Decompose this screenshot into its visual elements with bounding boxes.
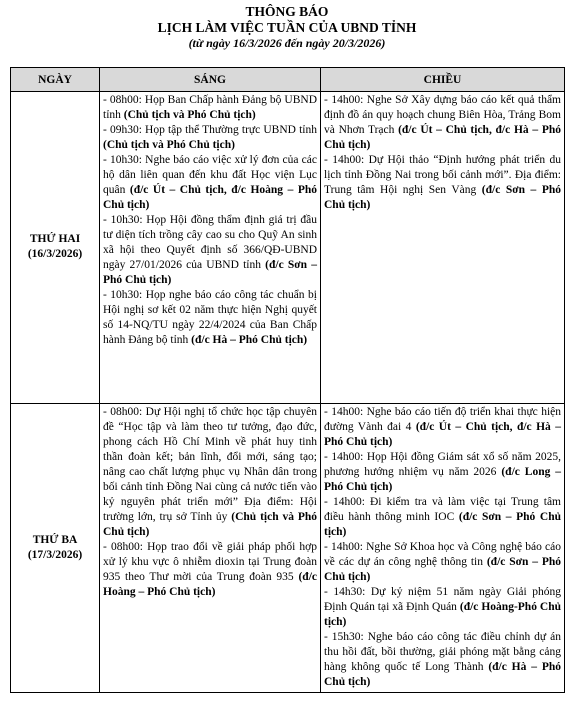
schedule-item xyxy=(324,153,561,213)
schedule-item xyxy=(103,405,317,540)
item-text: - 14h00: Đi kiểm tra và làm việc tại Trung tâm điều hành thông minh IOC xyxy=(324,496,561,523)
item-text: - 14h00: Nghe báo cáo tiến độ triển khai thực hiện đường Vành đai 4 xyxy=(324,406,561,433)
item-attendees: (đ/c Hoàng – Phó Chủ tịch) xyxy=(103,571,317,598)
item-text: - 14h00: Dự Hội thảo “Định hướng phát triển du lịch tỉnh Đồng Nai trong bối cảnh mới”. Địa điểm: Trung tâm Hội nghị Sen Vàng xyxy=(324,154,561,196)
item-attendees: (đ/c Út – Chủ tịch, đ/c Hà – Phó Chủ tịch) xyxy=(324,421,561,448)
day-cell xyxy=(11,404,100,693)
item-text: - 08h00: Họp Ban Chấp hành Đảng bộ UBND tỉnh xyxy=(103,94,317,121)
table-row xyxy=(11,92,565,404)
schedule-item xyxy=(103,288,317,348)
schedule-item xyxy=(324,540,561,585)
date-range: (từ ngày 16/3/2026 đến ngày 20/3/2026) xyxy=(188,36,386,50)
item-text: - 14h00: Nghe Sở Khoa học và Công nghệ báo cáo về các dự án công nghệ thông tin xyxy=(324,541,561,568)
column-header-day: NGÀY xyxy=(11,68,100,92)
item-text: - 08h00: Dự Hội nghị tổ chức học tập chuyên đề “Học tập và làm theo tư tưởng, đạo đức, phong cách Hồ Chí Minh về phát huy tinh thần đoàn kết; bản lĩnh, đổi mới, sáng tạo; nâng cao chất lượng phục vụ Nhân dân trong bối cảnh tỉnh Đồng Nai cùng cả nước tiến vào kỷ nguyên phát triển mới” Địa điểm: Hội trường lớn, trụ sở Tỉnh ủy xyxy=(103,406,317,523)
day-name: THỨ HAI xyxy=(29,233,81,245)
item-text: - 14h00: Nghe Sở Xây dựng báo cáo kết quả thẩm định đồ án quy hoạch chung Biên Hòa, Trảng Bom và Nhơn Trạch xyxy=(324,94,561,136)
schedule-table xyxy=(10,67,565,693)
item-attendees: (đ/c Hà – Phó Chủ tịch) xyxy=(191,334,308,346)
item-text: - 10h30: Họp nghe báo cáo công tác chuẩn bị Hội nghị sơ kết 02 năm thực hiện Nghị quyết số 14-NQ/TU ngày 22/4/2024 của Ban Chấp hành Đảng bộ tỉnh xyxy=(103,289,317,346)
item-attendees: (Chủ tịch và Phó Chủ tịch) xyxy=(123,109,256,121)
item-text: - 14h00: Họp Hội đồng Giám sát xổ số năm 2025, phương hướng nhiệm vụ năm 2026 xyxy=(324,451,561,478)
item-text: - 10h30: Nghe báo cáo việc xử lý đơn của các hộ dân liên quan đến khu đất Học viện Lục quân xyxy=(103,154,317,196)
schedule-item xyxy=(103,153,317,213)
schedule-item xyxy=(324,405,561,450)
schedule-item xyxy=(324,630,561,690)
column-header-morning: SÁNG xyxy=(100,68,321,92)
schedule-item xyxy=(103,93,317,123)
schedule-item xyxy=(103,213,317,288)
item-attendees: (Chủ tịch và Phó Chủ tịch) xyxy=(103,139,235,151)
schedule-item xyxy=(103,540,317,600)
item-text: - 14h30: Dự kỷ niệm 51 năm ngày Giải phóng Định Quán tại xã Định Quán xyxy=(324,586,561,613)
table-header-row xyxy=(11,68,565,92)
schedule-item xyxy=(324,495,561,540)
day-date: (17/3/2026) xyxy=(27,548,83,561)
afternoon-cell xyxy=(321,404,565,693)
schedule-item xyxy=(324,450,561,495)
item-text: - 10h30: Họp Hội đồng thẩm định giá trị đầu tư diện tích trồng cây cao su cho Quỹ An sinh xã hội theo Quyết định số 366/QĐ-UBND ngày 27/01/2026 của UBND tỉnh xyxy=(103,214,317,271)
item-attendees: (Chủ tịch và Phó Chủ tịch) xyxy=(103,511,317,538)
schedule-item xyxy=(324,93,561,153)
item-attendees: (đ/c Út – Chủ tịch, đ/c Hà – Phó Chủ tịch) xyxy=(324,124,561,151)
schedule-item xyxy=(324,585,561,630)
column-header-afternoon: CHIỀU xyxy=(321,68,565,92)
page-subtitle: LỊCH LÀM VIỆC TUẦN CỦA UBND TỈNH xyxy=(157,20,417,35)
item-attendees: (đ/c Sơn – Phó Chủ tịch) xyxy=(324,511,562,538)
table-row xyxy=(11,404,565,693)
item-text: - 08h00: Họp trao đổi về giải pháp phối hợp xử lý khu vực ô nhiễm dioxin tại Trung đoàn 935 theo Thư mời của Trung đoàn 935 xyxy=(103,541,317,583)
item-text: - 15h30: Nghe báo cáo công tác điều chỉnh dự án thu hồi đất, bồi thường, giải phóng mặt bằng cảng hàng không quốc tế Long Thành xyxy=(324,631,561,673)
item-attendees: (đ/c Sơn – Phó Chủ tịch) xyxy=(324,184,562,211)
day-date: (16/3/2026) xyxy=(27,248,83,260)
afternoon-cell xyxy=(321,92,565,404)
item-attendees: (đ/c Hà – Phó Chủ tịch) xyxy=(324,661,561,688)
morning-cell xyxy=(100,92,321,404)
item-attendees: (đ/c Long – Phó Chủ tịch) xyxy=(324,466,561,493)
item-attendees: (đ/c Sơn – Phó Chủ tịch) xyxy=(103,259,317,286)
morning-cell xyxy=(100,404,321,693)
document-header xyxy=(0,0,574,51)
item-text: - 09h30: Họp tập thể Thường trực UBND tỉnh xyxy=(103,124,317,136)
page-title: THÔNG BÁO xyxy=(245,4,329,19)
item-attendees: (đ/c Sơn – Phó Chủ tịch) xyxy=(324,556,561,583)
day-name: THỨ BA xyxy=(32,533,78,546)
item-attendees: (đ/c Út – Chủ tịch, đ/c Hoàng – Phó Chủ tịch) xyxy=(103,184,317,211)
day-cell xyxy=(11,92,100,404)
item-attendees: (đ/c Hoàng-Phó Chủ tịch) xyxy=(324,601,561,628)
schedule-item xyxy=(103,123,317,153)
